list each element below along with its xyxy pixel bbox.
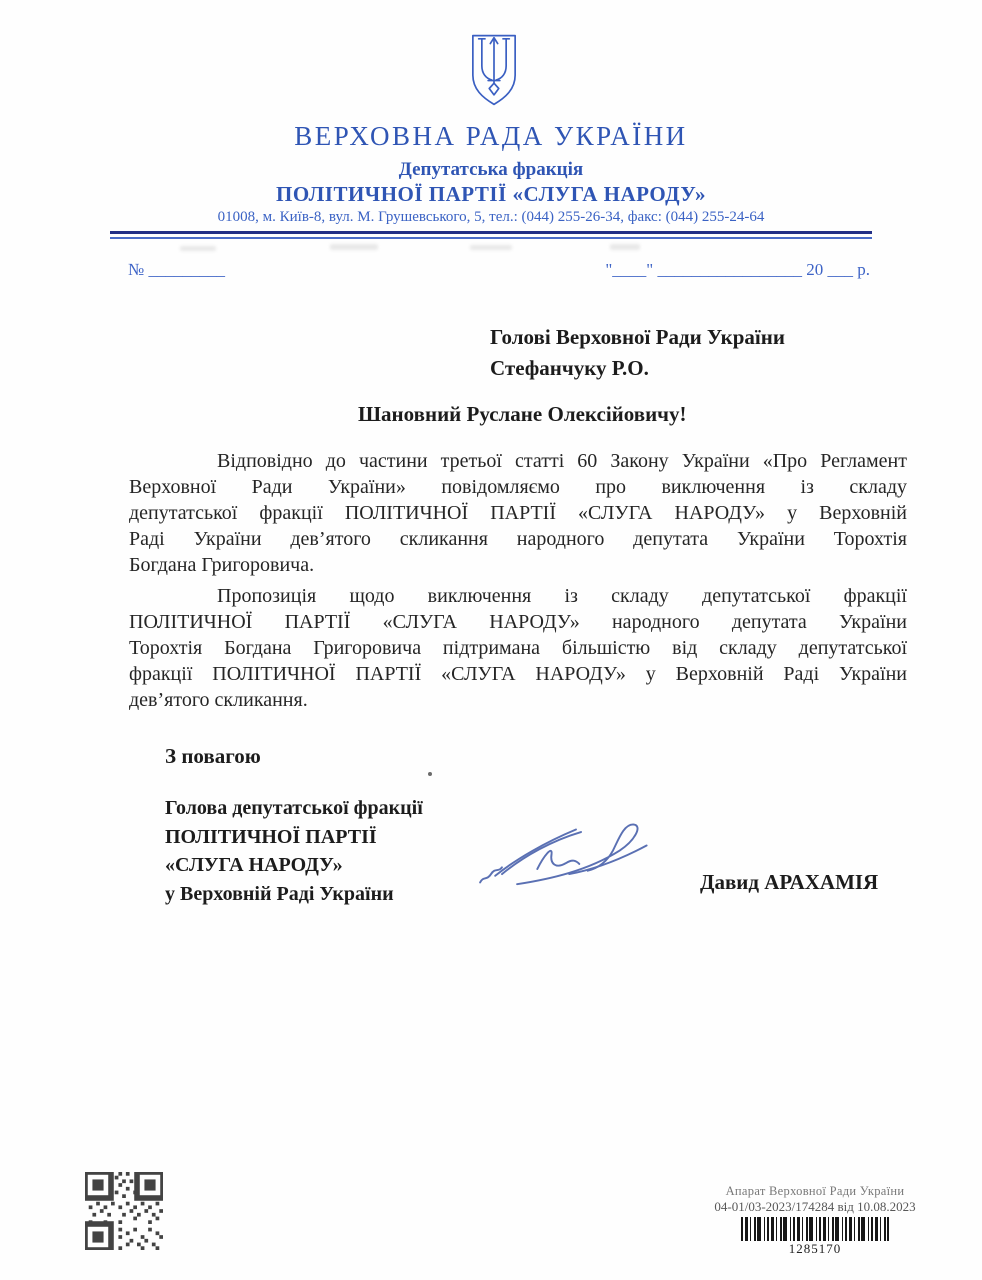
stamp-registration-number: 04-01/03-2023/174284 від 10.08.2023 xyxy=(714,1199,916,1214)
handwritten-signature xyxy=(470,798,655,898)
addressee-block xyxy=(490,322,785,384)
paragraph-line: ПОЛІТИЧНОЇ ПАРТІЇ «СЛУГА НАРОДУ» народного депутата України xyxy=(129,611,907,633)
paragraph-line: дев’ятого скликання. xyxy=(129,689,308,711)
scan-artifact xyxy=(610,244,640,250)
signer-title-line: «СЛУГА НАРОДУ» xyxy=(165,854,343,876)
barcode-number: 1285170 xyxy=(788,1241,842,1256)
valediction: З повагою xyxy=(165,744,261,768)
paragraph-line: депутатської фракції ПОЛІТИЧНОЇ ПАРТІЇ «СЛУГА НАРОДУ» у Верховній xyxy=(129,502,907,524)
org-name: ВЕРХОВНА РАДА УКРАЇНИ xyxy=(294,121,688,151)
stamp-office: Апарат Верховної Ради України xyxy=(725,1184,905,1198)
barcode-icon xyxy=(741,1217,889,1241)
paragraph-line: Торохтія Богдана Григоровича підтримана більшістю від складу депутатської xyxy=(129,637,907,659)
doc-date-blank: "____" _________________ 20 ___ р. xyxy=(605,260,870,279)
signer-title-block xyxy=(165,794,423,908)
scan-artifact xyxy=(330,244,378,250)
registration-stamp xyxy=(710,1184,920,1256)
paragraph-line: Верховної Ради України» повідомляємо про виключення із складу xyxy=(129,476,907,498)
addressee-title: Голові Верховної Ради України xyxy=(490,325,785,349)
signer-title-line: у Верховній Раді України xyxy=(165,882,394,905)
paragraph-line: Раді України дев’ятого скликання народного депутата України Торохтія xyxy=(129,528,907,550)
scan-artifact xyxy=(428,772,432,776)
addressee-name: Стефанчуку Р.О. xyxy=(490,356,649,380)
signer-title-line: ПОЛІТИЧНОЇ ПАРТІЇ xyxy=(165,825,377,848)
faction-subtitle: Депутатська фракція xyxy=(398,159,584,180)
party-name: ПОЛІТИЧНОЇ ПАРТІЇ «СЛУГА НАРОДУ» xyxy=(276,182,706,206)
signer-name: Давид АРАХАМІЯ xyxy=(700,870,879,894)
qr-code-icon xyxy=(85,1172,163,1250)
salutation: Шановний Руслане Олексійовичу! xyxy=(358,402,687,426)
scan-artifact xyxy=(180,246,216,251)
org-address: 01008, м. Київ-8, вул. М. Грушевського, 5, тел.: (044) 255-26-34, факс: (044) 255-24-64 xyxy=(217,209,765,225)
paragraph-line: Відповідно до частини третьої статті 60 Закону України «Про Регламент xyxy=(217,450,907,472)
paragraph-line: Пропозиція щодо виключення із складу депутатської фракції xyxy=(217,585,907,607)
scan-artifact xyxy=(470,245,512,250)
body-paragraph-2 xyxy=(129,583,907,713)
body-paragraph-1 xyxy=(129,448,907,578)
paragraph-line: Богдана Григоровича. xyxy=(129,554,315,576)
reference-row xyxy=(128,260,870,280)
paragraph-line: фракції ПОЛІТИЧНОЇ ПАРТІЇ «СЛУГА НАРОДУ» у Верховній Раді України xyxy=(129,663,907,685)
doc-number-blank: № _________ xyxy=(128,260,225,279)
letterhead-divider xyxy=(110,231,872,239)
ukraine-trident-emblem-icon xyxy=(466,33,522,107)
signer-title-line: Голова депутатської фракції xyxy=(165,797,423,819)
